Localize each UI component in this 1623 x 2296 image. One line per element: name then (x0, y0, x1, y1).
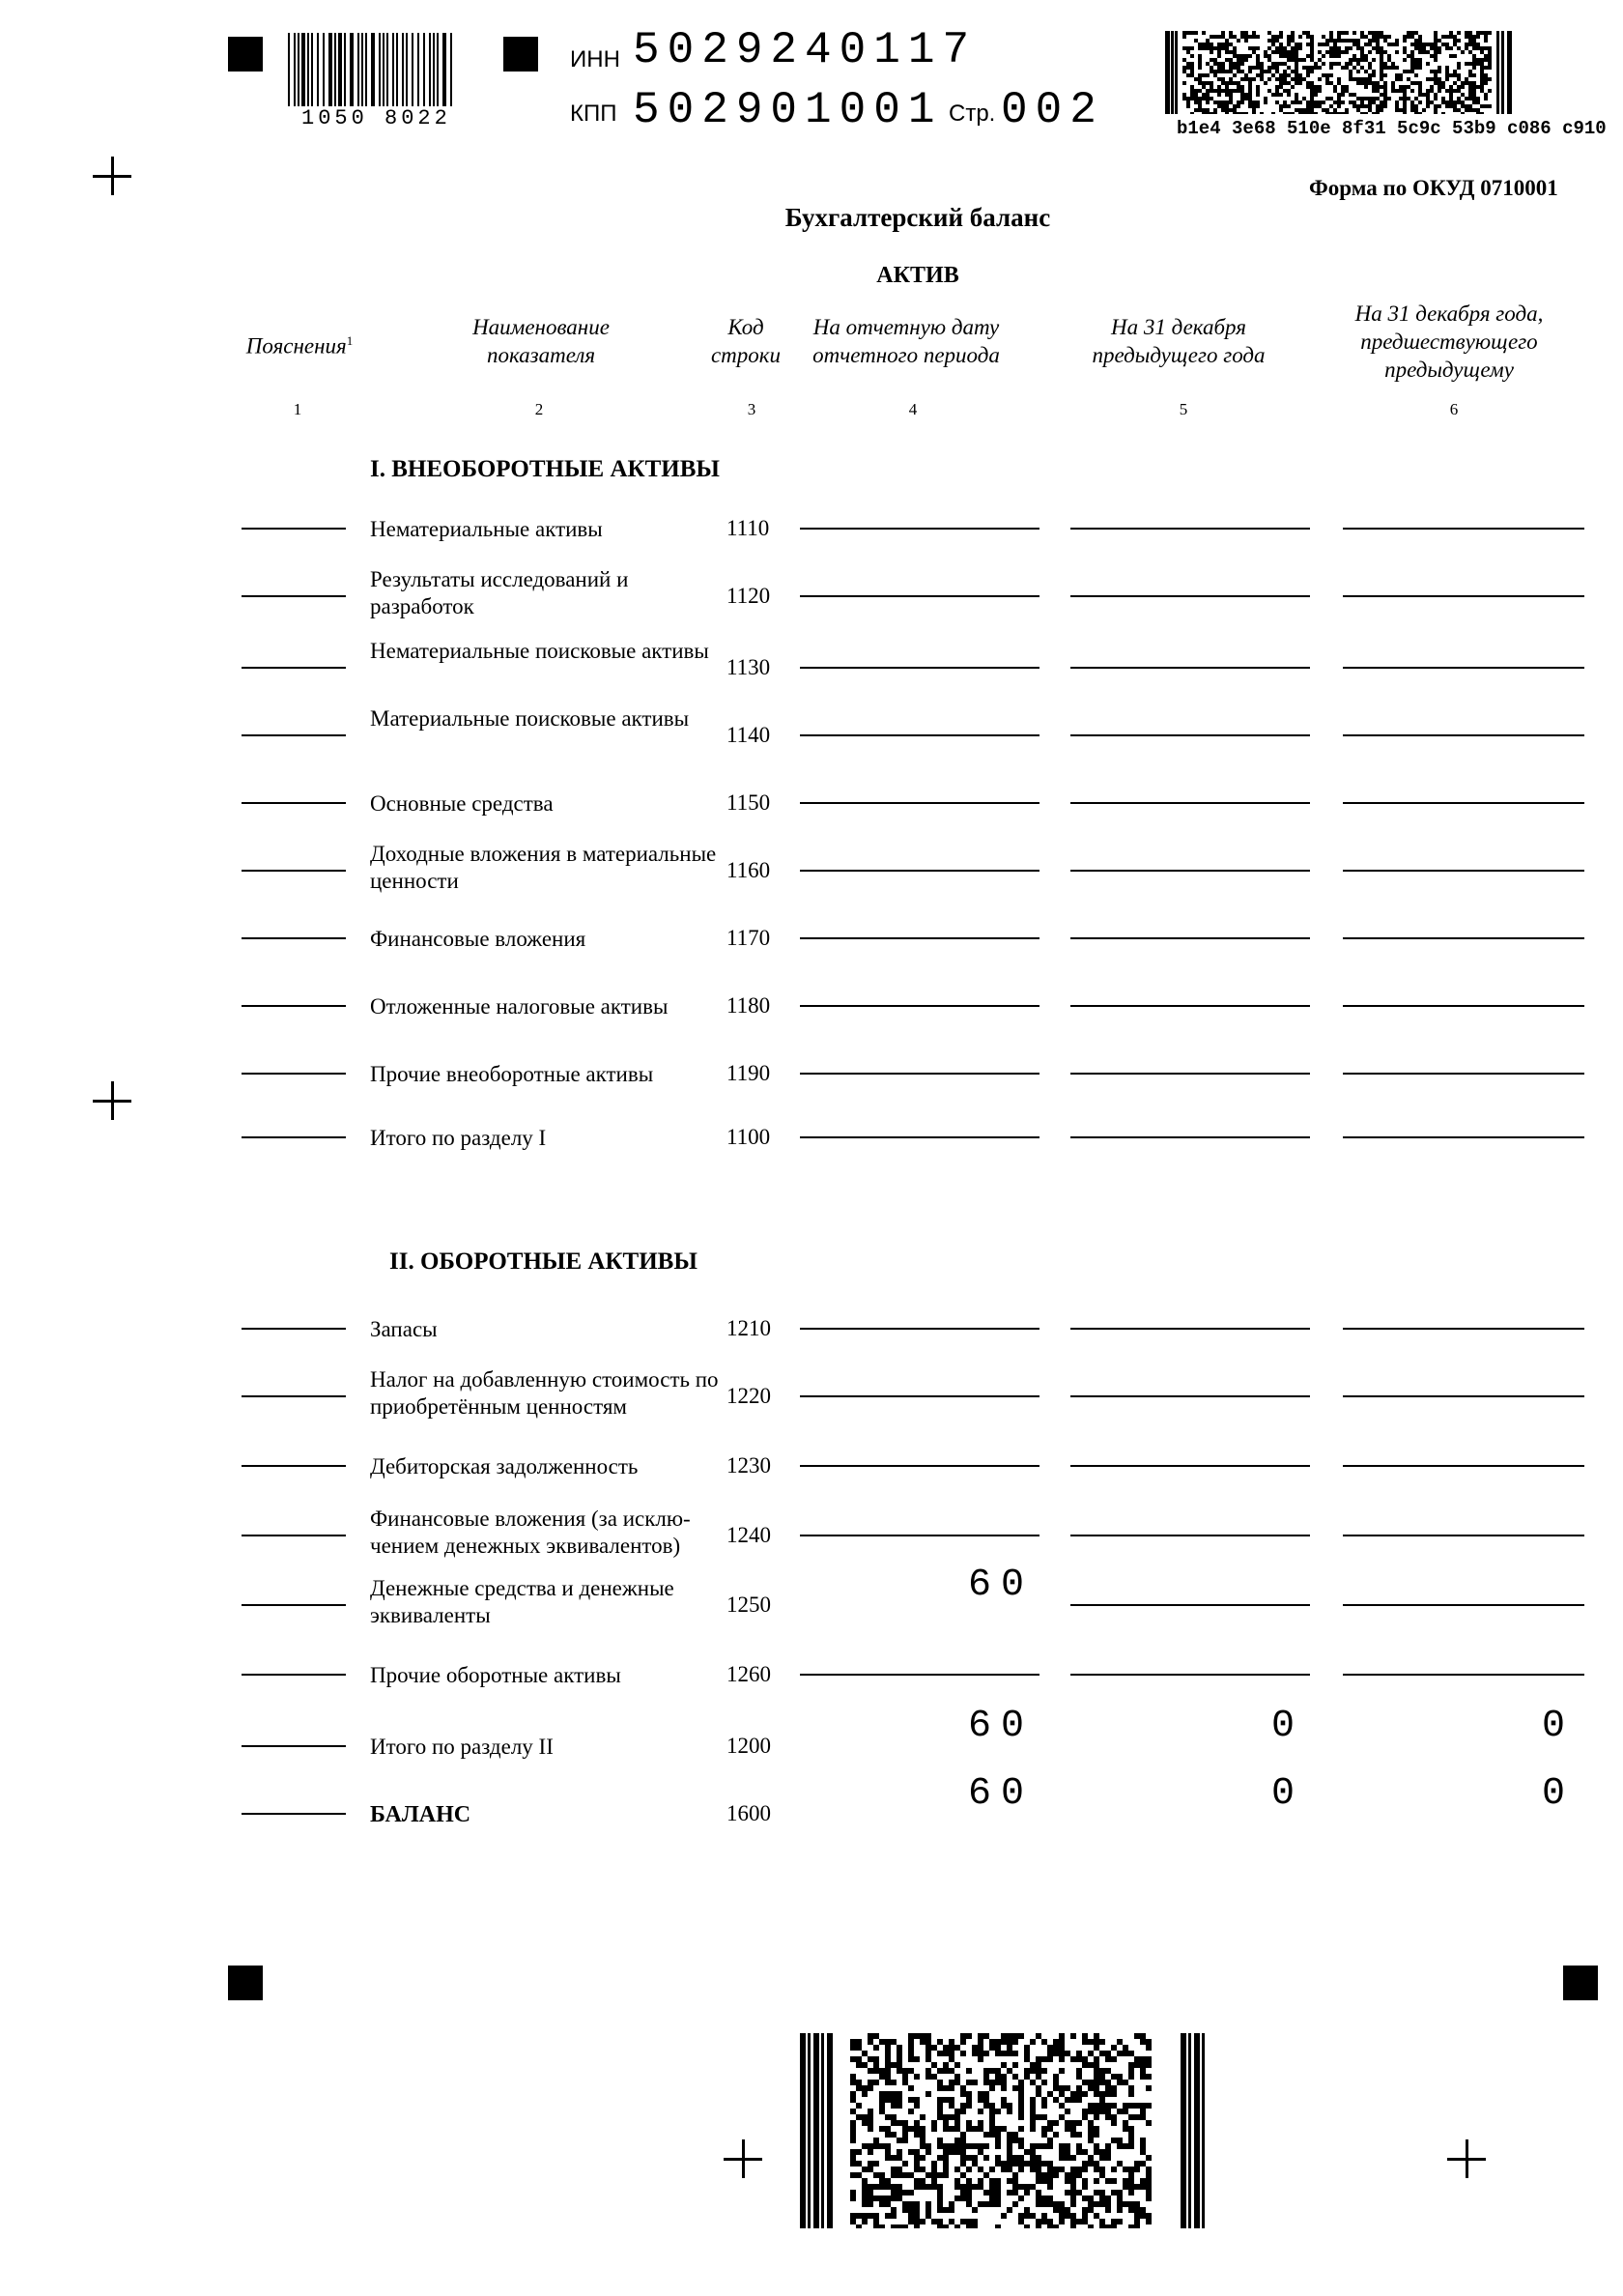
notes-field-line (242, 1005, 346, 1007)
row-label: Итого по разделу I (370, 1126, 547, 1150)
row-code: 1240 (726, 1523, 771, 1547)
hash-code: b1e4 3e68 510e 8f31 5c9c 53b9 c086 c910 (1177, 118, 1607, 139)
registration-square-bottom-left (228, 1966, 263, 2000)
row-code: 1230 (726, 1453, 771, 1478)
2d-barcode-bottom (800, 2033, 1210, 2228)
empty-value-line (1343, 802, 1584, 804)
row-label: Финансовые вложения (370, 927, 586, 951)
value-v4: 60 (967, 1772, 1034, 1816)
row-code: 1170 (726, 926, 771, 950)
empty-value-line (1343, 1005, 1584, 1007)
empty-value-line (1343, 528, 1584, 530)
row-code: 1220 (726, 1384, 771, 1408)
row-label: Финансовые вложения (за исклю- чением денежных эквивалентов) (370, 1507, 691, 1558)
page-number: 002 (1001, 85, 1104, 135)
notes-field-line (242, 734, 346, 736)
empty-value-line (800, 1073, 1039, 1075)
row-label: Нематериальные активы (370, 517, 603, 541)
empty-value-line (800, 1395, 1039, 1397)
empty-value-line (1343, 1674, 1584, 1676)
row-code: 1260 (726, 1662, 771, 1686)
row-label: Основные средства (370, 791, 554, 816)
empty-value-line (800, 734, 1039, 736)
column-header-reporting-date: На отчетную дату отчетного периода (812, 315, 1000, 367)
empty-value-line (1070, 937, 1310, 939)
value-v6: 0 (1541, 1705, 1575, 1748)
row-label: Денежные средства и денежные эквиваленты (370, 1576, 674, 1627)
empty-value-line (1343, 937, 1584, 939)
empty-value-line (1070, 1073, 1310, 1075)
notes-field-line (242, 667, 346, 669)
empty-value-line (1343, 1395, 1584, 1397)
empty-value-line (1070, 595, 1310, 597)
empty-value-line (800, 802, 1039, 804)
row-label: Отложенные налоговые активы (370, 994, 669, 1019)
registration-square-bottom-right (1563, 1966, 1598, 2000)
empty-value-line (1343, 595, 1584, 597)
column-number-5: 5 (1179, 400, 1188, 418)
empty-value-line (1343, 1136, 1584, 1138)
empty-value-line (1343, 1604, 1584, 1606)
notes-field-line (242, 937, 346, 939)
row-label: Прочие оборотные активы (370, 1663, 621, 1687)
notes-field-line (242, 1136, 346, 1138)
row-code: 1140 (726, 723, 771, 747)
empty-value-line (800, 1674, 1039, 1676)
empty-value-line (800, 1535, 1039, 1536)
column-header-year-before-prev: На 31 декабря года, предшествующего предыдущему (1354, 301, 1544, 382)
notes-field-line (242, 1465, 346, 1467)
value-v6: 0 (1541, 1772, 1575, 1816)
linear-barcode (288, 33, 462, 106)
empty-value-line (800, 1328, 1039, 1330)
section-1-title: I. ВНЕОБОРОТНЫЕ АКТИВЫ (370, 456, 720, 482)
column-header-code: Код строки (710, 315, 782, 367)
empty-value-line (1070, 1005, 1310, 1007)
empty-value-line (1343, 734, 1584, 736)
empty-value-line (800, 1136, 1039, 1138)
notes-field-line (242, 1674, 346, 1676)
empty-value-line (1070, 1395, 1310, 1397)
inn-value: 5029240117 (633, 25, 978, 75)
row-code: 1120 (726, 584, 771, 608)
empty-value-line (1070, 870, 1310, 872)
row-code: 1600 (726, 1801, 771, 1825)
empty-value-line (1343, 1073, 1584, 1075)
row-code: 1110 (726, 516, 770, 540)
empty-value-line (1070, 1328, 1310, 1330)
2d-barcode-top (1165, 31, 1517, 114)
empty-value-line (800, 1005, 1039, 1007)
empty-value-line (800, 1465, 1039, 1467)
empty-value-line (1343, 1535, 1584, 1536)
inn-label: ИНН (570, 46, 620, 72)
row-label: Доходные вложения в материальные ценности (370, 842, 717, 893)
row-code: 1180 (726, 993, 771, 1018)
empty-value-line (1070, 667, 1310, 669)
column-header-prev-year: На 31 декабря предыдущего года (1092, 315, 1266, 367)
empty-value-line (800, 667, 1039, 669)
empty-value-line (800, 528, 1039, 530)
assets-heading: АКТИВ (876, 263, 959, 288)
empty-value-line (1070, 1674, 1310, 1676)
row-label: Прочие внеоборотные активы (370, 1062, 654, 1086)
row-label: Итого по разделу II (370, 1735, 554, 1759)
page-label: Стр. (949, 100, 996, 127)
row-label: БАЛАНС (370, 1802, 471, 1827)
column-number-1: 1 (293, 400, 302, 418)
row-code: 1250 (726, 1593, 771, 1617)
empty-value-line (800, 870, 1039, 872)
notes-field-line (242, 802, 346, 804)
notes-field-line (242, 595, 346, 597)
notes-field-line (242, 1604, 346, 1606)
empty-value-line (1070, 528, 1310, 530)
value-v4: 60 (967, 1705, 1034, 1748)
registration-square-top-middle (503, 37, 538, 72)
barcode-number: 1050 8022 (301, 106, 451, 130)
empty-value-line (1343, 1328, 1584, 1330)
kpp-value: 502901001 (633, 85, 943, 135)
column-number-6: 6 (1449, 400, 1459, 418)
empty-value-line (800, 937, 1039, 939)
row-label: Результаты исследований и разработок (370, 567, 629, 618)
notes-field-line (242, 1745, 346, 1747)
row-code: 1100 (726, 1125, 771, 1149)
row-code: 1200 (726, 1734, 771, 1758)
row-code: 1160 (726, 858, 771, 882)
notes-field-line (242, 528, 346, 530)
form-code: Форма по ОКУД 0710001 (1309, 176, 1558, 200)
value-v5: 0 (1270, 1772, 1304, 1816)
notes-field-line (242, 870, 346, 872)
column-number-3: 3 (747, 400, 756, 418)
row-label: Нематериальные поисковые активы (370, 639, 709, 663)
empty-value-line (1070, 802, 1310, 804)
column-header-notes: Пояснения$^1$ (245, 333, 354, 359)
document-title: Бухгалтерский баланс (784, 203, 1051, 232)
crosshair-mark-top (93, 157, 131, 195)
registration-square-top-left (228, 37, 263, 72)
empty-value-line (1070, 1465, 1310, 1467)
crosshair-mark-bottom-right (1447, 2139, 1486, 2178)
empty-value-line (1343, 667, 1584, 669)
kpp-label: КПП (570, 100, 617, 127)
notes-field-line (242, 1813, 346, 1815)
notes-field-line (242, 1395, 346, 1397)
notes-field-line (242, 1328, 346, 1330)
empty-value-line (1070, 1604, 1310, 1606)
notes-field-line (242, 1073, 346, 1075)
row-label: Запасы (370, 1317, 438, 1341)
column-number-2: 2 (534, 400, 544, 418)
row-code: 1130 (726, 655, 771, 679)
notes-field-line (242, 1535, 346, 1536)
row-label: Материальные поисковые активы (370, 706, 690, 731)
empty-value-line (800, 595, 1039, 597)
row-code: 1150 (726, 790, 771, 815)
empty-value-line (1070, 1535, 1310, 1536)
row-code: 1210 (726, 1316, 771, 1340)
value-v5: 0 (1270, 1705, 1304, 1748)
row-label: Налог на добавленную стоимость по приобретённым ценностям (370, 1367, 719, 1419)
row-label: Дебиторская задолженность (370, 1454, 639, 1478)
crosshair-mark-bottom-left (724, 2139, 762, 2178)
crosshair-mark-middle (93, 1081, 131, 1120)
empty-value-line (1070, 734, 1310, 736)
row-code: 1190 (726, 1061, 771, 1085)
empty-value-line (1343, 870, 1584, 872)
section-2-title: II. ОБОРОТНЫЕ АКТИВЫ (389, 1248, 698, 1275)
column-number-4: 4 (908, 400, 918, 418)
empty-value-line (1343, 1465, 1584, 1467)
column-header-indicator: Наименование показателя (472, 315, 610, 367)
empty-value-line (1070, 1136, 1310, 1138)
value-v4: 60 (967, 1564, 1034, 1607)
